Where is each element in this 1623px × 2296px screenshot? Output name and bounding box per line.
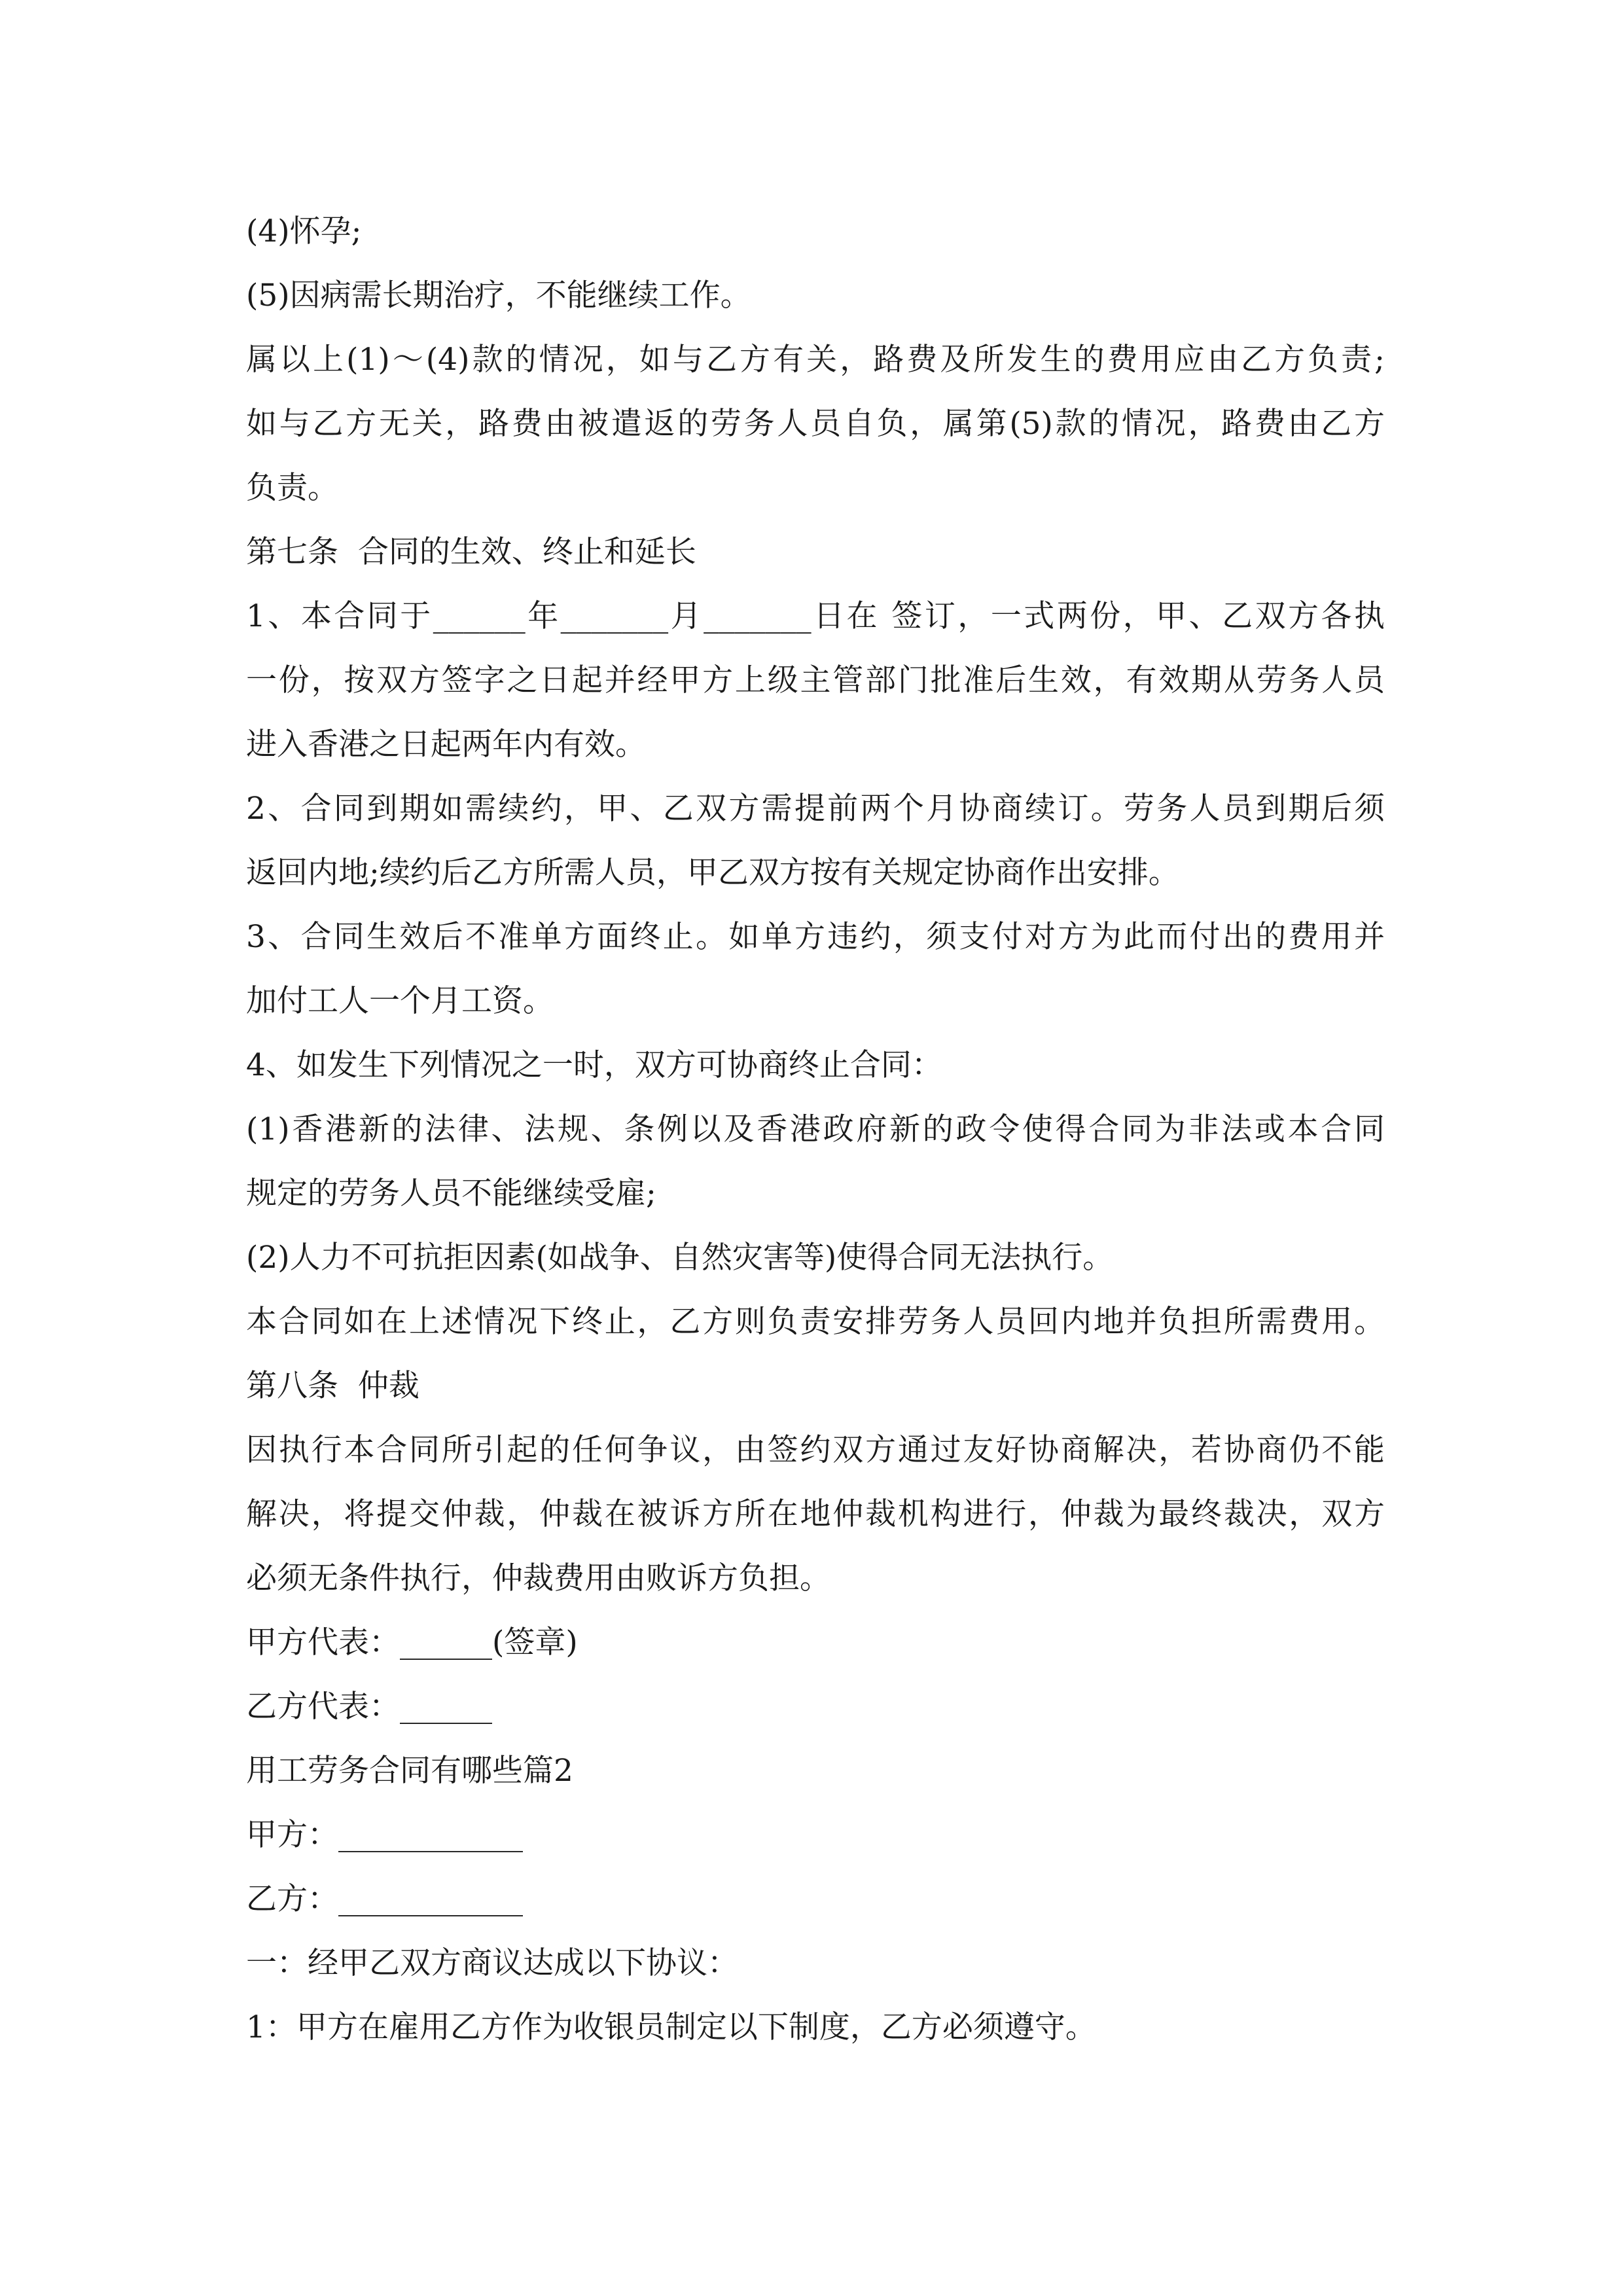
text-line: 因执行本合同所引起的任何争议，由签约双方通过友好协商解决，若协商仍不能 bbox=[246, 1432, 1385, 1468]
text-line: 属以上(1)～(4)款的情况，如与乙方有关，路费及所发生的费用应由乙方负责; bbox=[246, 342, 1385, 378]
section-heading: 第七条 合同的生效、终止和延长 bbox=[246, 534, 696, 570]
text-line: 加付工人一个月工资。 bbox=[246, 983, 554, 1019]
text-line: 负责。 bbox=[246, 470, 338, 506]
signature-line: 乙方代表：______ bbox=[246, 1689, 492, 1725]
text-line: 规定的劳务人员不能继续受雇; bbox=[246, 1175, 656, 1211]
party-line: 甲方：____________ bbox=[246, 1817, 523, 1853]
document-title: 用工劳务合同有哪些篇2 bbox=[246, 1753, 573, 1789]
text-line: 返回内地;续约后乙方所需人员，甲乙双方按有关规定协商作出安排。 bbox=[246, 855, 1179, 891]
section-heading: 第八条 仲裁 bbox=[246, 1368, 419, 1404]
text-line: (2)人力不可抗拒因素(如战争、自然灾害等)使得合同无法执行。 bbox=[246, 1240, 1114, 1276]
text-line: 一：经甲乙双方商议达成以下协议： bbox=[246, 1945, 738, 1981]
text-line: 4、如发生下列情况之一时，双方可协商终止合同： bbox=[246, 1047, 942, 1083]
text-line: 如与乙方无关，路费由被遣返的劳务人员自负，属第(5)款的情况，路费由乙方 bbox=[246, 406, 1385, 442]
text-line: 3、合同生效后不准单方面终止。如单方违约，须支付对方为此而付出的费用并 bbox=[246, 919, 1385, 955]
text-line: 必须无条件执行，仲裁费用由败诉方负担。 bbox=[246, 1560, 830, 1596]
party-line: 乙方：____________ bbox=[246, 1881, 523, 1917]
text-line: 1、本合同于______年_______月_______日在 签订，一式两份，甲、乙双方各执 bbox=[246, 598, 1385, 634]
text-line: (4)怀孕; bbox=[246, 213, 362, 249]
document-body bbox=[246, 200, 1385, 2060]
text-line: 解决，将提交仲裁，仲裁在被诉方所在地仲裁机构进行，仲裁为最终裁决，双方 bbox=[246, 1496, 1385, 1532]
text-line: 2、合同到期如需续约，甲、乙双方需提前两个月协商续订。劳务人员到期后须 bbox=[246, 791, 1385, 827]
text-line: 1：甲方在雇用乙方作为收银员制定以下制度，乙方必须遵守。 bbox=[246, 2009, 1096, 2045]
text-line: 一份，按双方签字之日起并经甲方上级主管部门批准后生效，有效期从劳务人员 bbox=[246, 662, 1385, 698]
text-line: (1)香港新的法律、法规、条例以及香港政府新的政令使得合同为非法或本合同 bbox=[246, 1111, 1385, 1147]
text-line: 本合同如在上述情况下终止，乙方则负责安排劳务人员回内地并负担所需费用。 bbox=[246, 1304, 1385, 1340]
text-line: (5)因病需长期治疗，不能继续工作。 bbox=[246, 278, 751, 314]
text-line: 进入香港之日起两年内有效。 bbox=[246, 726, 646, 762]
signature-line: 甲方代表：______(签章) bbox=[246, 1624, 578, 1660]
